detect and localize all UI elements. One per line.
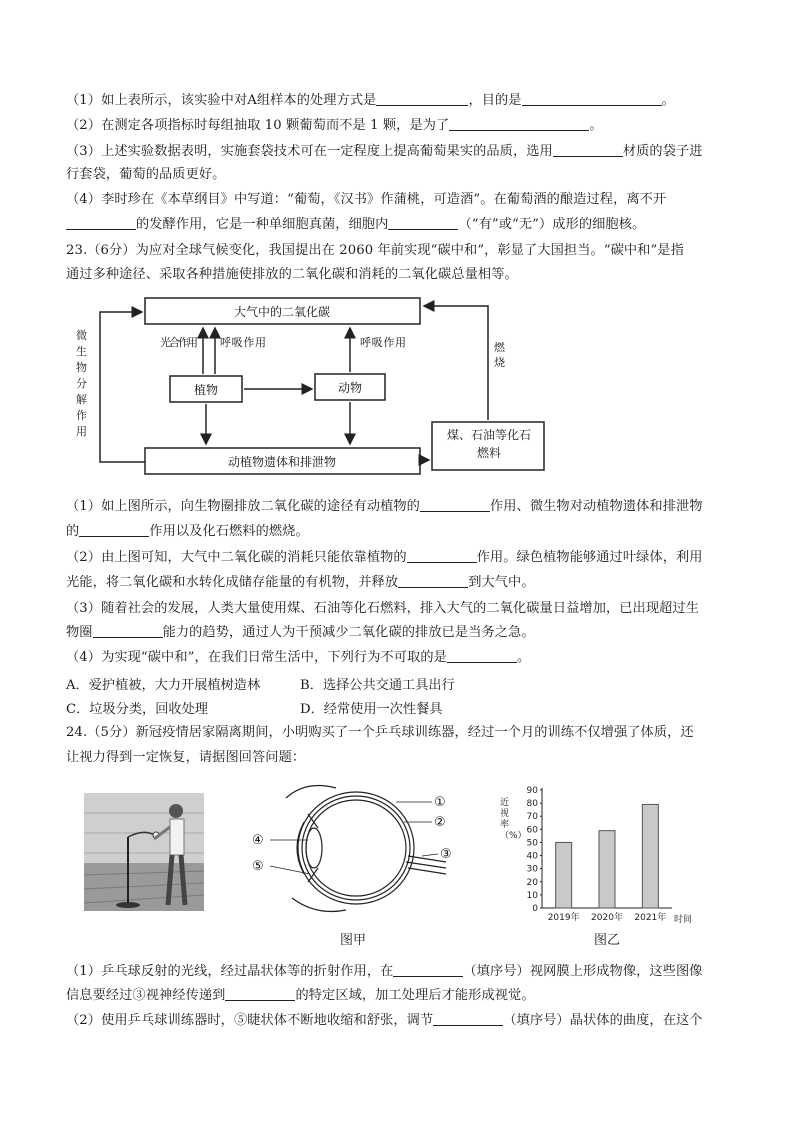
eye-label-3: ③: [440, 847, 452, 862]
answer-blank[interactable]: [388, 216, 458, 230]
answer-blank[interactable]: [449, 117, 589, 131]
q22-part3: （3）上述实验数据表明，实施套袋技术可在一定程度上提高葡萄果实的品质，选用 材质的袋子进: [66, 144, 703, 159]
answer-blank[interactable]: [553, 143, 623, 157]
y-axis-title: 近视率（%）: [500, 798, 527, 841]
pingpong-trainer-photo: [84, 793, 204, 911]
q23-part4: （4）为实现“碳中和”，在我们日常生活中，下列行为不可取的是 。: [66, 650, 531, 665]
option-d[interactable]: D．经常使用一次性餐具: [300, 702, 443, 717]
y-tick-label: 40: [526, 851, 538, 862]
q24-intro-cont: 让视力得到一定恢复，请据图回答问题：: [66, 750, 306, 765]
q24-part2: （2）使用乒乓球训练器时，⑤睫状体不断地收缩和舒张，调节 （填序号）晶状体的曲度，在这个: [66, 1013, 703, 1028]
respiration-plant-label: 呼吸作用: [220, 336, 266, 349]
x-axis-title: 时间: [674, 915, 693, 925]
eye-label-1: ①: [434, 795, 446, 810]
q23-part2: （2）由上图可知，大气中二氧化碳的消耗只能依靠植物的 作用。绿色植物能够通过叶绿体，利用: [66, 550, 703, 565]
y-tick-label: 70: [526, 812, 538, 823]
answer-blank[interactable]: [393, 963, 463, 977]
y-tick-label: 50: [526, 838, 538, 849]
q22-part3-cont: 行套袋，葡萄的品质更好。: [66, 167, 226, 182]
bar-2020年: [599, 831, 615, 908]
q22-part4: （4）李时珍在《本草纲目》中写道：“葡萄，《汉书》作蒲桃，可造酒”。在葡萄酒的酿造过程，离不开: [66, 192, 667, 207]
q24-part1-cont: 信息要经过③视神经传递到 的特定区域，加工处理后才能形成视觉。: [66, 988, 535, 1003]
bar-2021年: [642, 804, 658, 908]
q23-part3-cont: 物圈 能力的趋势，通过人为干预减少二氧化碳的排放已是当务之急。: [66, 625, 535, 640]
q23-part1-cont: 的 作用以及化石燃料的燃烧。: [66, 524, 309, 539]
fig-jia-caption: 图甲: [340, 933, 367, 948]
plant-label: 植物: [193, 383, 219, 397]
y-tick-label: 90: [526, 786, 538, 796]
q23-part3: （3）随着社会的发展，人类大量使用煤、石油等化石燃料，排入大气的二氧化碳量日益增加，已出现超过生: [66, 601, 699, 616]
q23-intro-cont: 通过多种途径、采取各种措施使排放的二氧化碳和消耗的二氧化碳总量相等。: [66, 267, 518, 282]
eye-label-5: ⑤: [252, 859, 264, 874]
remains-label: 动植物遗体和排泄物: [227, 455, 337, 469]
answer-blank[interactable]: [376, 92, 468, 106]
q22-part1: （1）如上表所示，该实验中对A组样本的处理方式是 ，目的是 。: [66, 93, 675, 108]
carbon-cycle-diagram: [70, 290, 570, 486]
q23-part2-cont: 光能，将二氧化碳和水转化成储存能量的有机物，并释放 到大气中。: [66, 575, 535, 590]
answer-blank[interactable]: [93, 624, 163, 638]
option-b[interactable]: B．选择公共交通工具出行: [300, 678, 455, 693]
answer-blank[interactable]: [225, 987, 295, 1001]
q23-part1: （1）如上图所示，向生物圈排放二氧化碳的途径有动植物的 作用、微生物对动植物遗体和排泄物: [66, 499, 703, 514]
combustion-label: 燃烧: [494, 341, 505, 369]
eye-label-4: ④: [252, 833, 264, 848]
y-tick-label: 80: [526, 799, 538, 810]
answer-blank[interactable]: [66, 216, 136, 230]
myopia-bar-chart: [494, 778, 704, 928]
eye-diagram: [246, 778, 472, 926]
eye-label-2: ②: [434, 815, 446, 830]
answer-blank[interactable]: [433, 1012, 503, 1026]
atmosphere-label: 大气中的二氧化碳: [233, 305, 331, 319]
bar-2019年: [556, 842, 572, 908]
fig-yi-caption: 图乙: [594, 933, 621, 948]
answer-blank[interactable]: [398, 574, 468, 588]
y-tick-label: 10: [526, 890, 538, 901]
q24-part1: （1）乒乓球反射的光线，经过晶状体等的折射作用，在 （填序号）视网膜上形成物像，这些图像: [66, 964, 703, 979]
q22-part2: （2）在测定各项指标时每组抽取 10 颗葡萄而不是 1 颗，是为了 。: [66, 118, 603, 133]
answer-blank[interactable]: [447, 649, 517, 663]
option-c[interactable]: C．垃圾分类，回收处理: [66, 702, 208, 717]
x-tick-label: 2021年: [634, 913, 667, 923]
y-tick-label: 30: [526, 864, 538, 875]
animal-label: 动物: [337, 381, 363, 395]
respiration-animal-label: 呼吸作用: [360, 336, 406, 349]
answer-blank[interactable]: [522, 92, 662, 106]
microbe-label: 微生物分解作用: [76, 329, 87, 438]
photosynthesis-label: 光合作用: [160, 336, 198, 349]
option-a[interactable]: A．爱护植被，大力开展植树造林: [66, 678, 261, 693]
q24-intro: 24.（5分）新冠疫情居家隔离期间，小明购买了一个乒乓球训练器，经过一个月的训练不仅增强了体质，还: [66, 725, 694, 740]
fossil-label: 煤、石油等化石燃料: [446, 428, 531, 460]
y-tick-label: 60: [526, 825, 538, 836]
x-tick-label: 2020年: [591, 913, 623, 923]
answer-blank[interactable]: [420, 498, 490, 512]
x-tick-label: 2019年: [547, 913, 580, 923]
y-tick-label: 0: [532, 904, 538, 914]
answer-blank[interactable]: [79, 523, 149, 537]
answer-blank[interactable]: [407, 549, 477, 563]
y-tick-label: 20: [526, 877, 538, 888]
q23-intro: 23.（6分）为应对全球气候变化，我国提出在 2060 年前实现“碳中和”，彰显了大国担当。“碳中和”是指: [66, 243, 684, 258]
q22-part4-cont: 的发酵作用，它是一种单细胞真菌，细胞内 （“有”或“无”）成形的细胞核。: [66, 216, 734, 234]
